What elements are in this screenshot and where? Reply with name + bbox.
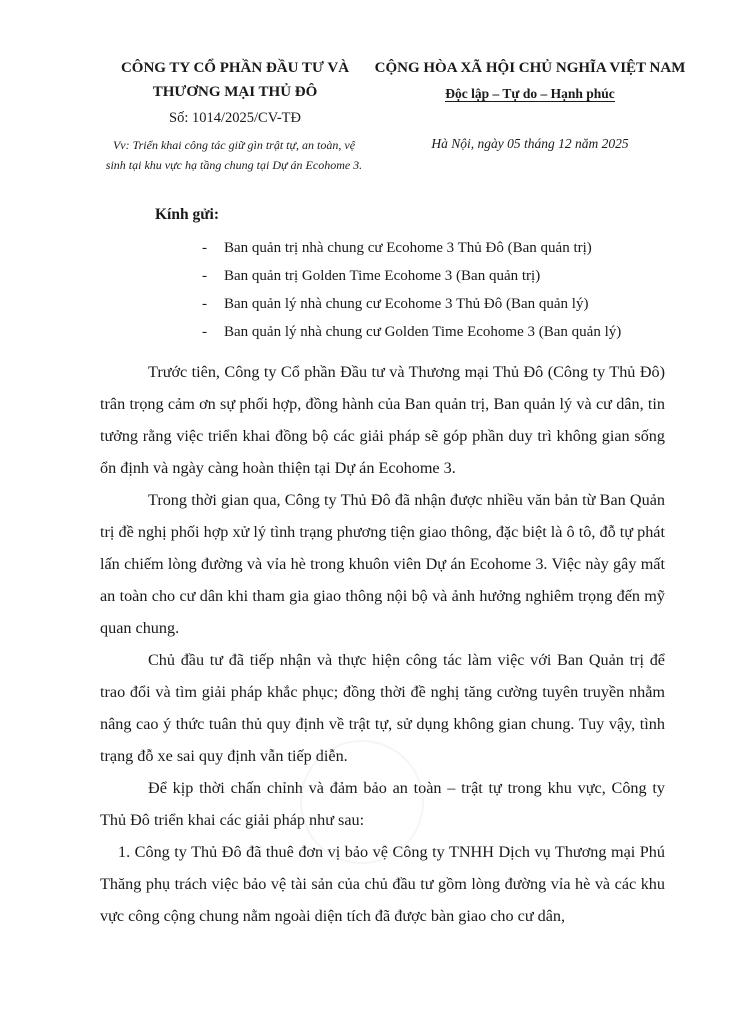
paragraph-actions-taken: Chủ đầu tư đã tiếp nhận và thực hiện công tác làm việc với Ban Quản trị để trao đổi và tìm giải pháp khắc phục; đồng thời đề nghị tăng cường tuyên truyền nhằm nâng cao ý thức tuân thủ quy định về trật tự, sử dụng không gian chung. Tuy vậy, tình trạng đỗ xe sai quy định vẫn tiếp diễn. xyxy=(100,651,665,765)
motto xyxy=(372,86,688,102)
recipient-text: Ban quản lý nhà chung cư Ecohome 3 Thủ Đô (Ban quản lý) xyxy=(224,296,589,312)
recipient-bullet: - xyxy=(202,296,207,312)
paragraph-solutions-intro: Để kịp thời chấn chỉnh và đảm bảo an toàn – trật tự trong khu vực, Công ty Thủ Đô triển khai các giải pháp như sau: xyxy=(100,779,665,829)
recipient-text: Ban quản trị nhà chung cư Ecohome 3 Thủ Đô (Ban quản trị) xyxy=(224,240,592,256)
motto-text: Độc lập – Tự do – Hạnh phúc xyxy=(445,86,615,101)
recipient-text: Ban quản lý nhà chung cư Golden Time Ecohome 3 (Ban quản lý) xyxy=(224,324,622,340)
recipient-bullet: - xyxy=(202,324,207,340)
subject-line2: sinh tại khu vực hạ tầng chung tại Dự án Ecohome 3. xyxy=(105,158,363,172)
subject-line1: Vv: Triển khai công tác giữ gìn trật tự, an toàn, vệ xyxy=(112,138,356,152)
paragraph-solution-1: 1. Công ty Thủ Đô đã thuê đơn vị bảo vệ Công ty TNHH Dịch vụ Thương mại Phú Thăng phụ trách việc bảo vệ tài sản của chủ đầu tư gồm lòng đường vỉa hè và các khu vực công cộng chung nằm ngoài diện tích đã được bàn giao cho cư dân, xyxy=(100,843,665,925)
salutation: Kính gửi: xyxy=(155,206,219,223)
recipient-bullet: - xyxy=(202,240,207,256)
recipient-item xyxy=(202,268,540,285)
place-date: Hà Nội, ngày 05 tháng 12 năm 2025 xyxy=(431,136,629,151)
document-number: Số: 1014/2025/CV-TĐ xyxy=(169,110,301,126)
recipient-text: Ban quản trị Golden Time Ecohome 3 (Ban quản trị) xyxy=(224,268,541,284)
recipient-bullet: - xyxy=(202,268,207,284)
faint-stamp-watermark xyxy=(300,740,424,864)
paragraph-intro: Trước tiên, Công ty Cổ phần Đầu tư và Thương mại Thủ Đô (Công ty Thủ Đô) trân trọng cảm ơn sự phối hợp, đồng hành của Ban quản trị, Ban quản lý và cư dân, tin tưởng rằng việc triển khai đồng bộ các giải pháp sẽ góp phần duy trì không gian sống ổn định và ngày càng hoàn thiện tại Dự án Ecohome 3. xyxy=(100,363,665,477)
paragraph-background: Trong thời gian qua, Công ty Thủ Đô đã nhận được nhiều văn bản từ Ban Quản trị đề nghị phối hợp xử lý tình trạng phương tiện giao thông, đặc biệt là ô tô, đỗ tự phát lấn chiếm lòng đường và vỉa hè trong khuôn viên Dự án Ecohome 3. Việc này gây mất an toàn cho cư dân khi tham gia giao thông nội bộ và ảnh hưởng nghiêm trọng đến mỹ quan chung. xyxy=(100,491,665,637)
recipient-item xyxy=(202,324,621,341)
recipient-item xyxy=(202,296,588,313)
company-name-line2: THƯƠNG MẠI THỦ ĐÔ xyxy=(152,84,318,100)
company-name-line1: CÔNG TY CỔ PHẦN ĐẦU TƯ VÀ xyxy=(120,60,350,76)
recipient-item xyxy=(202,240,592,257)
country-name: CỘNG HÒA XÃ HỘI CHỦ NGHĨA VIỆT NAM xyxy=(374,60,686,76)
